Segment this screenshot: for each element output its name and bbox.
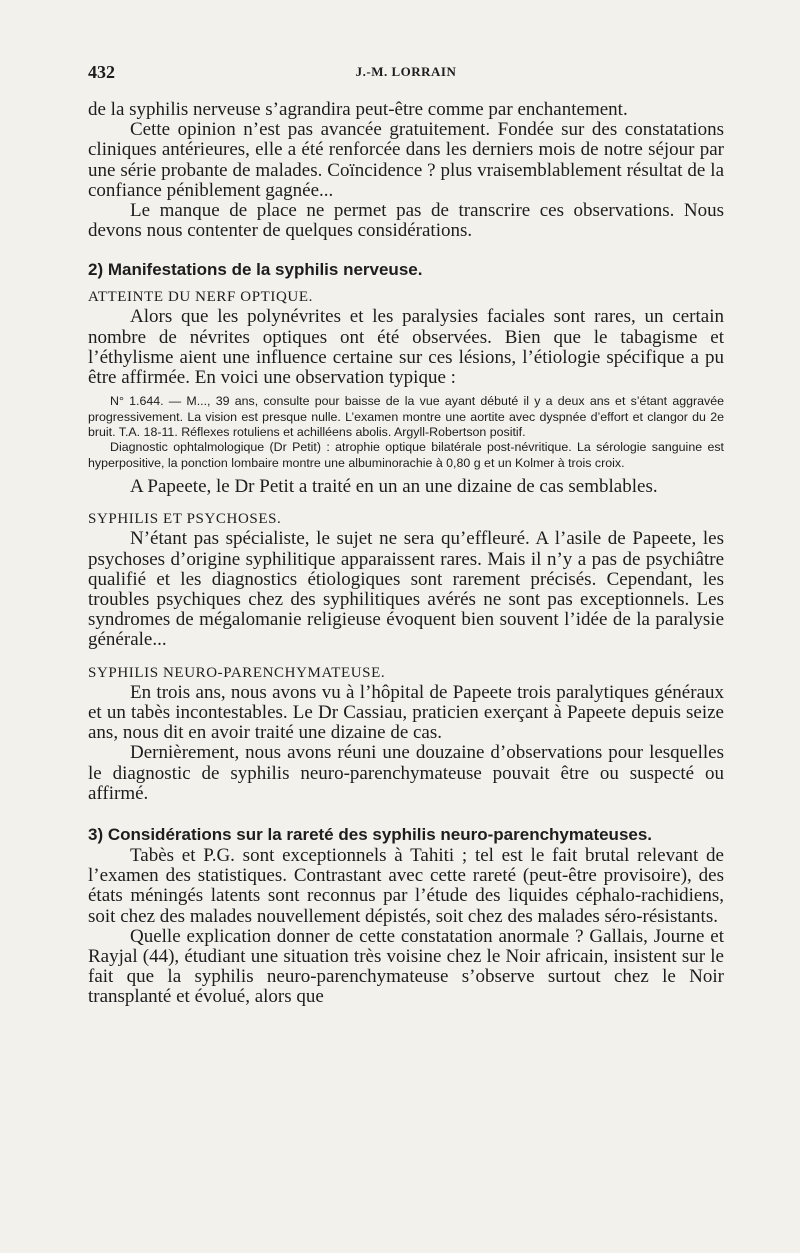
section-heading-3: 3) Considérations sur la rareté des syphilis neuro-parenchymateuses.	[88, 824, 653, 844]
observation-block	[88, 394, 724, 471]
observation-1: N° 1.644. — M..., 39 ans, consulte pour baisse de la vue ayant débuté il y a deux ans et s’étant aggravée progressivement. La vision est presque nulle. L’examen montre une aortite avec dyspnée d’effort et clangor du 2e bruit. T.A. 18-11. Réflexes rotuliens et achilléens abolis. Argyll-Robertson positif.	[88, 394, 724, 440]
subheading-psychoses: SYPHILIS ET PSYCHOSES.	[88, 511, 282, 528]
paragraph-1: de la syphilis nerveuse s’agrandira peut-être comme par enchantement.	[88, 99, 628, 120]
subheading-neuro-parenchymateuse: SYPHILIS NEURO-PARENCHYMATEUSE.	[88, 664, 386, 681]
paragraph-4: Alors que les polynévrites et les paralysies faciales sont rares, un certain nombre de névrites optiques ont été observées. Bien que le tabagisme et l’éthylisme aient une influence certaine sur ces lésions, l’étiologie spécifique a pu être affirmée. En voici une observation typique :	[88, 306, 724, 389]
running-title: J.-M. LORRAIN	[355, 64, 457, 79]
running-header	[88, 62, 724, 84]
paragraph-8: Dernièrement, nous avons réuni une douzaine d’observations pour lesquelles le diagnostic de syphilis neuro-parenchymateuse pouvait être ou suspecté ou affirmé.	[88, 742, 724, 804]
page	[88, 62, 724, 1008]
paragraph-10: Quelle explication donner de cette constatation anormale ? Gallais, Journe et Rayjal (44), étudiant une situation très voisine chez le Noir africain, insistent sur le fait que la syphilis neuro-parenchymateuse s’observe surtout chez le Noir transplanté et évolué, alors que	[88, 925, 724, 1008]
paragraph-5: A Papeete, le Dr Petit a traité en un an une dizaine de cas semblables.	[130, 476, 658, 498]
paragraph-2: Cette opinion n’est pas avancée gratuitement. Fondée sur des constatations cliniques antérieures, elle a été renforcée dans les derniers mois de notre séjour par une série probante de malades. Coïncidence ? plus vraisemblablement résultat de la confiance péniblement gagnée...	[88, 119, 724, 201]
section-heading-2: 2) Manifestations de la syphilis nerveuse.	[88, 260, 423, 280]
paragraph-9: Tabès et P.G. sont exceptionnels à Tahiti ; tel est le fait brutal relevant de l’examen des statistiques. Contrastant avec cette rareté (peut-être provisoire), des états méningés latents sont reconnus par l’étude des liquides céphalo-rachidiens, soit chez des malades nouvellement dépistés, soit chez des malades séro-résistants.	[88, 844, 724, 927]
subheading-optic-nerve: ATTEINTE DU NERF OPTIQUE.	[88, 289, 313, 306]
observation-2: Diagnostic ophtalmologique (Dr Petit) : atrophie optique bilatérale post-névritique. La sérologie sanguine est hyperpositive, la ponction lombaire montre une albuminorachie à 0,80 g et un Kolmer à trois croix.	[88, 440, 724, 470]
page-number: 432	[88, 62, 115, 82]
paragraph-6: N’étant pas spécialiste, le sujet ne sera qu’effleuré. A l’asile de Papeete, les psychoses d’origine syphilitique apparaissent rares. Mais il n’y a pas de psychiâtre qualifié et les diagnostics étiologiques sont rarement précisés. Cependant, les troubles psychiques chez des syphilitiques avérés ne sont pas exceptionnels. Les syndromes de mégalomanie religieuse évoquent bien souvent l’idée de la paralysie générale...	[88, 528, 724, 651]
paragraph-3: Le manque de place ne permet pas de transcrire ces observations. Nous devons nous contenter de quelques considérations.	[88, 200, 724, 242]
paragraph-7: En trois ans, nous avons vu à l’hôpital de Papeete trois paralytiques généraux et un tabès incontestables. Le Dr Cassiau, praticien exerçant à Papeete depuis seize ans, nous dit en avoir traité une dizaine de cas.	[88, 681, 724, 744]
